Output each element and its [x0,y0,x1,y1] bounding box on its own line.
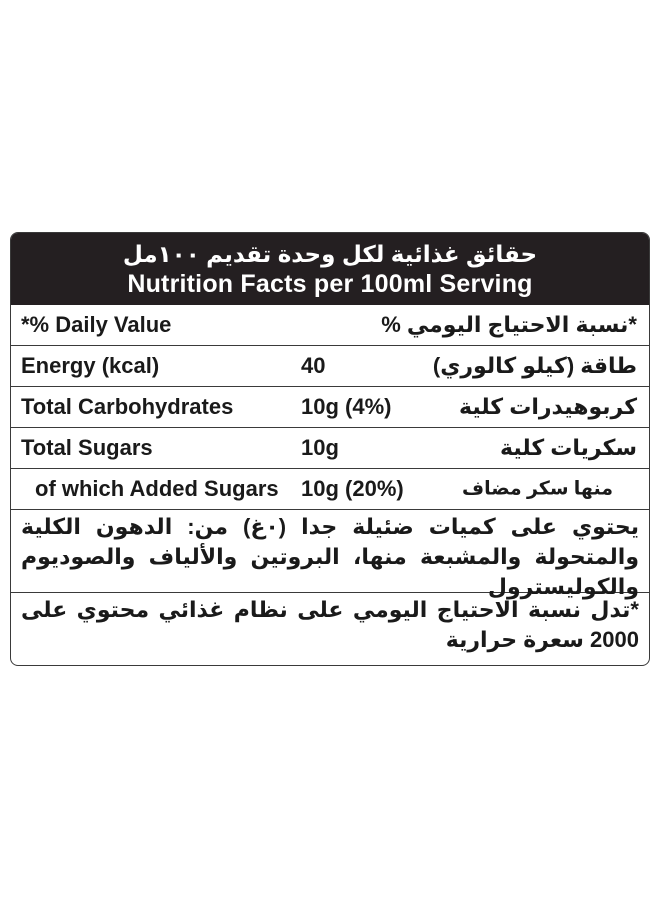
contains-note: يحتوي على كميات ضئيلة جدا (٠غ) من: الدهون الكلية والمتحولة والمشبعة منها، البروتين والألياف والصوديوم والكوليسترول [11,510,649,593]
energy-row [11,346,649,387]
total-sugars-row [11,428,649,469]
added-sugars-label-en: of which Added Sugars [35,476,279,501]
sugars-label-en: Total Sugars [21,435,153,460]
added-sugars-row [11,469,649,510]
added-sugars-value: 10g (20%) [301,476,404,501]
nutrition-facts-label [10,232,650,666]
total-carbohydrates-row [11,387,649,428]
header-title-english: Nutrition Facts per 100ml Serving [127,270,533,298]
daily-value-row [11,305,649,346]
added-sugars-label-ar: منها سكر مضاف [462,478,613,500]
daily-value-label-en: *% Daily Value [21,312,172,337]
sugars-value: 10g [301,435,339,460]
header-title-arabic: حقائق غذائية لكل وحدة تقديم ١٠٠مل [122,241,538,267]
carbohydrates-label-ar: كربوهيدرات كلية [459,394,637,419]
energy-value: 40 [301,353,326,378]
sugars-label-ar: سكريات كلية [500,435,637,460]
carbohydrates-label-en: Total Carbohydrates [21,394,234,419]
daily-value-label-ar: *نسبة الاحتياج اليومي % [381,312,637,337]
energy-label-en: Energy (kcal) [21,353,160,378]
daily-value-footnote: *تدل نسبة الاحتياج اليومي على نظام غذائي محتوي على 2000 سعرة حرارية [21,597,639,652]
carbohydrates-value: 10g (4%) [301,394,392,419]
energy-label-ar: طاقة (كيلو كالوري) [432,353,637,378]
nutrition-header [11,233,649,305]
